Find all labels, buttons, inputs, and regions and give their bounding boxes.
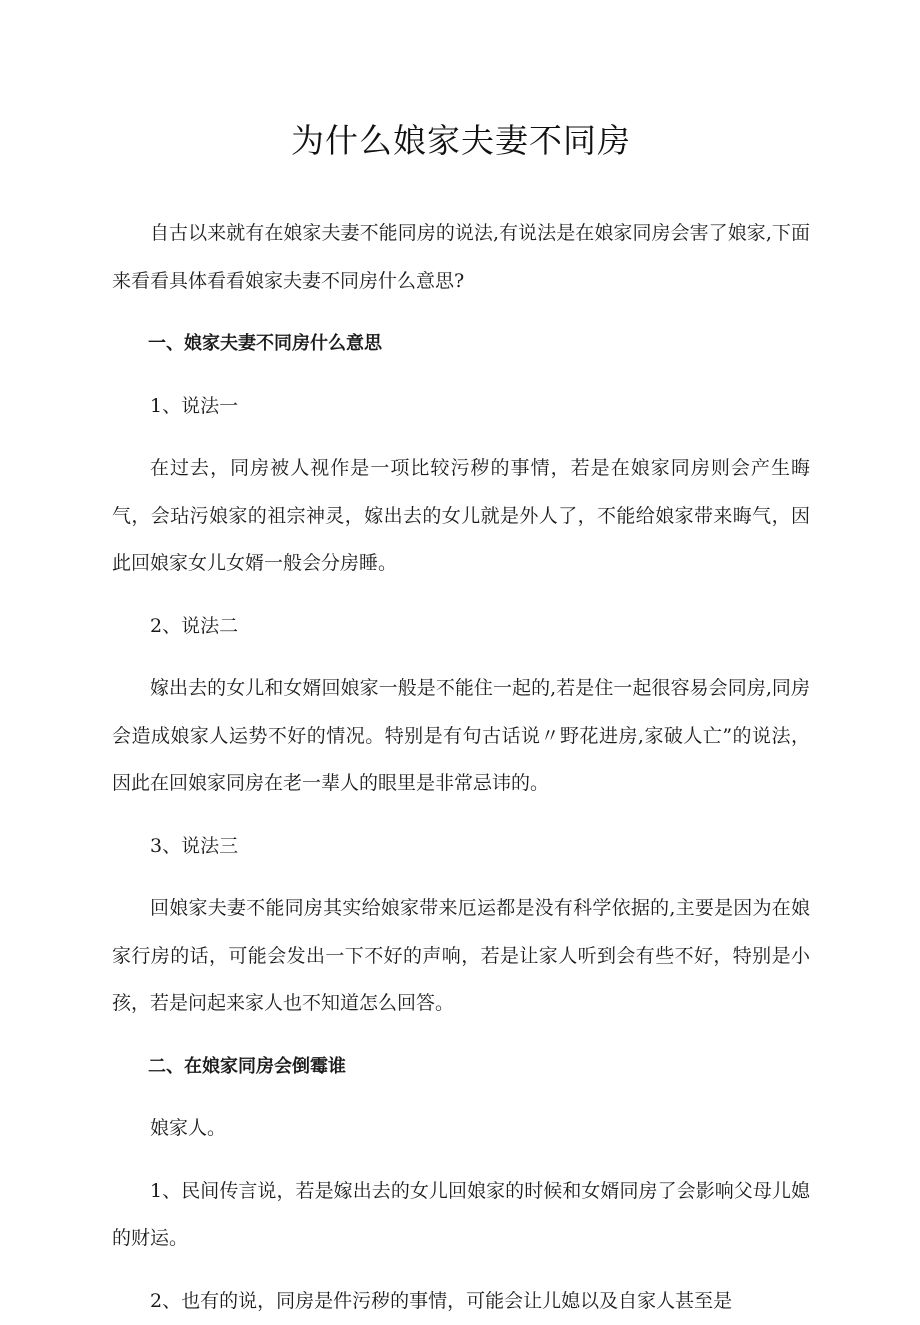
subheading-view-2: 2、说法二	[112, 603, 810, 651]
document-title: 为什么娘家夫妻不同房	[112, 118, 810, 164]
subheading-view-1: 1、说法一	[112, 383, 810, 431]
subheading-view-3: 3、说法三	[112, 823, 810, 871]
document-body	[112, 210, 810, 1325]
answer-paragraph: 娘家人。	[112, 1105, 810, 1153]
paragraph-view-2: 嫁出去的女儿和女婿回娘家一般是不能住一起的,若是住一起很容易会同房,同房会造成娘家人运势不好的情况。特别是有句古话说〃野花进房,家破人亡”的说法，因此在回娘家同房在老一辈人的眼里是非常忌讳的。	[112, 665, 810, 808]
section-heading-2: 二、在娘家同房会倒霉谁	[112, 1043, 810, 1091]
section-heading-1: 一、娘家夫妻不同房什么意思	[112, 320, 810, 368]
list-item-1: 1、民间传言说，若是嫁出去的女儿回娘家的时候和女婿同房了会影响父母儿媳的财运。	[112, 1168, 810, 1263]
paragraph-view-1: 在过去，同房被人视作是一项比较污秽的事情，若是在娘家同房则会产生晦气，会玷污娘家的祖宗神灵，嫁出去的女儿就是外人了，不能给娘家带来晦气，因此回娘家女儿女婿一般会分房睡。	[112, 445, 810, 588]
intro-paragraph: 自古以来就有在娘家夫妻不能同房的说法,有说法是在娘家同房会害了娘家,下面来看看具体看看娘家夫妻不同房什么意思?	[112, 210, 810, 305]
list-item-2: 2、也有的说，同房是件污秽的事情，可能会让儿媳以及自家人甚至是	[112, 1278, 810, 1325]
paragraph-view-3: 回娘家夫妻不能同房其实给娘家带来厄运都是没有科学依据的,主要是因为在娘家行房的话，可能会发出一下不好的声响，若是让家人听到会有些不好，特别是小孩，若是问起来家人也不知道怎么回答。	[112, 885, 810, 1028]
